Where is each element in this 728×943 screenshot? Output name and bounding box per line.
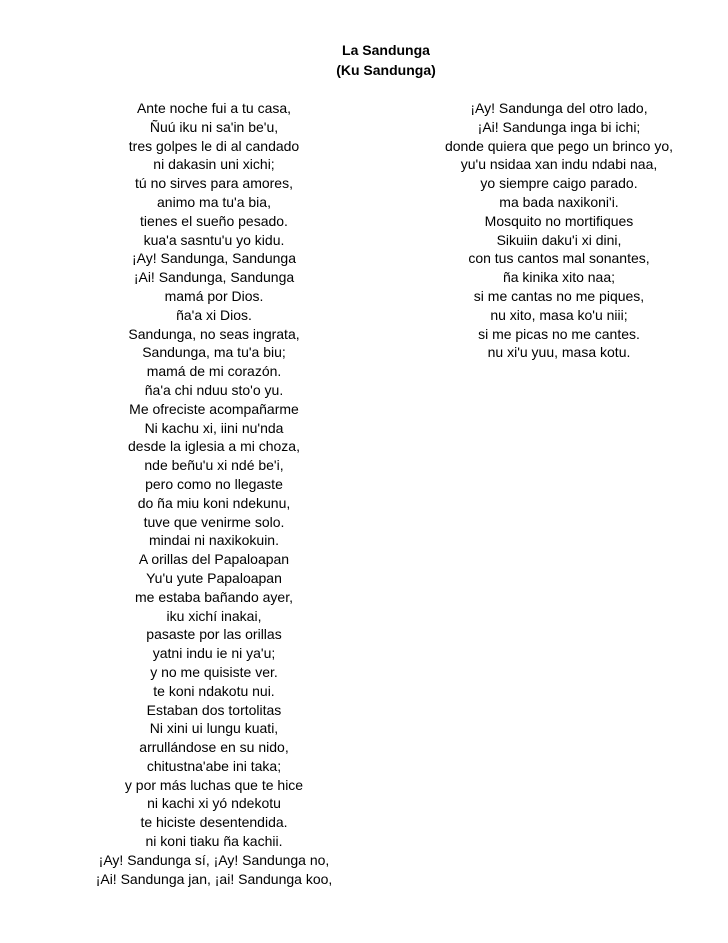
poem-subtitle: (Ku Sandunga): [336, 62, 436, 78]
left-verse-line: ¡Ay! Sandunga, Sandunga: [132, 250, 296, 267]
poem-title: La Sandunga: [342, 42, 430, 58]
right-verse-line: Sikuiin daku'i xi dini,: [496, 231, 622, 248]
right-verse-line: yu'u nsidaa xan indu ndabi naa,: [460, 156, 658, 173]
left-verse-line: me estaba bañando ayer,: [134, 588, 293, 605]
left-verse-column: [80, 99, 348, 888]
left-verse-line: y por más luchas que te hice: [124, 776, 304, 793]
poem-header: [0, 40, 728, 80]
left-verse-line: arrullándose en su nido,: [139, 739, 289, 756]
left-verse-line: kua'a sasntu'u yo kidu.: [143, 231, 285, 248]
right-verse-line: nu xito, masa ko'u niii;: [490, 306, 628, 323]
left-verse-line: tú no sirves para amores,: [135, 175, 293, 192]
left-verse-line: A orillas del Papaloapan: [138, 551, 290, 568]
left-verse-line: Ni xini ui lungu kuati,: [149, 720, 279, 737]
left-verse-line: ni dakasin uni xichi;: [153, 156, 275, 173]
left-verse-line: Estaban dos tortolitas: [146, 701, 282, 718]
right-verse-line: con tus cantos mal sonantes,: [468, 250, 650, 267]
left-verse-line: ni koni tiaku ña kachii.: [145, 833, 283, 850]
left-verse-line: te koni ndakotu nui.: [153, 682, 275, 699]
right-verse-column: [425, 99, 693, 362]
right-verse-line: ¡Ay! Sandunga del otro lado,: [470, 100, 648, 116]
right-verse-line: ña kinika xito naa;: [502, 269, 616, 286]
left-verse-line: chitustna'abe ini taka;: [146, 757, 282, 774]
left-verse-line: te hiciste desentendida.: [140, 814, 288, 831]
left-verse-line: animo ma tu'a bia,: [157, 193, 271, 210]
left-verse-line: pasaste por las orillas: [146, 626, 282, 643]
right-verse-line: nu xi'u yuu, masa kotu.: [487, 344, 631, 361]
right-verse-line: si me cantas no me piques,: [473, 287, 645, 304]
left-verse-line: ña'a xi Dios.: [176, 306, 252, 323]
left-verse-line: tienes el sueño pesado.: [140, 212, 288, 229]
left-verse-line: tuve que venirme solo.: [143, 513, 285, 530]
right-verse-line: ¡Ai! Sandunga inga bi ichi;: [477, 118, 641, 135]
left-verse-line: Sandunga, no seas ingrata,: [128, 325, 300, 342]
left-verse-line: yatni indu ie ni ya'u;: [152, 645, 276, 662]
left-verse-line: Ante noche fui a tu casa,: [136, 100, 292, 116]
left-verse-line: Sandunga, ma tu'a biu;: [142, 344, 286, 361]
right-verse-line: si me picas no me cantes.: [478, 325, 640, 342]
left-verse-line: ¡Ay! Sandunga sí, ¡Ay! Sandunga no,: [98, 851, 330, 868]
left-verse-line: iku xichí inakai,: [166, 607, 262, 624]
left-verse-line: y no me quisiste ver.: [150, 663, 278, 680]
left-verse-line: ¡Ai! Sandunga, Sandunga: [133, 269, 295, 286]
right-verse-line: yo siempre caigo parado.: [480, 175, 638, 192]
left-verse-line: ni kachi xi yó ndekotu: [147, 795, 281, 812]
left-verse-line: nde beñu'u xi ndé be'i,: [144, 457, 284, 474]
left-verse-line: pero como no llegaste: [145, 475, 283, 492]
left-verse-line: Me ofreciste acompañarme: [129, 400, 299, 417]
right-verse-line: donde quiera que pego un brinco yo,: [444, 137, 674, 154]
left-verse-line: Ñuú iku ni sa'in be'u,: [149, 118, 279, 135]
left-verse-line: mamá de mi corazón.: [146, 363, 282, 380]
left-verse-line: tres golpes le di al candado: [128, 137, 300, 154]
left-verse-line: do ña miu koni ndekunu,: [137, 494, 291, 511]
left-verse-line: mamá por Dios.: [164, 287, 264, 304]
left-verse-line: ña'a chi nduu sto'o yu.: [144, 381, 284, 398]
right-verse-line: ma bada naxikoni'i.: [499, 193, 619, 210]
left-verse-line: desde la iglesia a mi choza,: [128, 438, 300, 455]
left-verse-line: Ni kachu xi, iini nu'nda: [144, 419, 284, 436]
right-verse-line: Mosquito no mortifiques: [484, 212, 634, 229]
left-verse-line: ¡Ai! Sandunga jan, ¡ai! Sandunga koo,: [95, 870, 333, 887]
left-verse-line: Yu'u yute Papaloapan: [146, 569, 282, 586]
left-verse-line: mindai ni naxikokuin.: [149, 532, 279, 549]
